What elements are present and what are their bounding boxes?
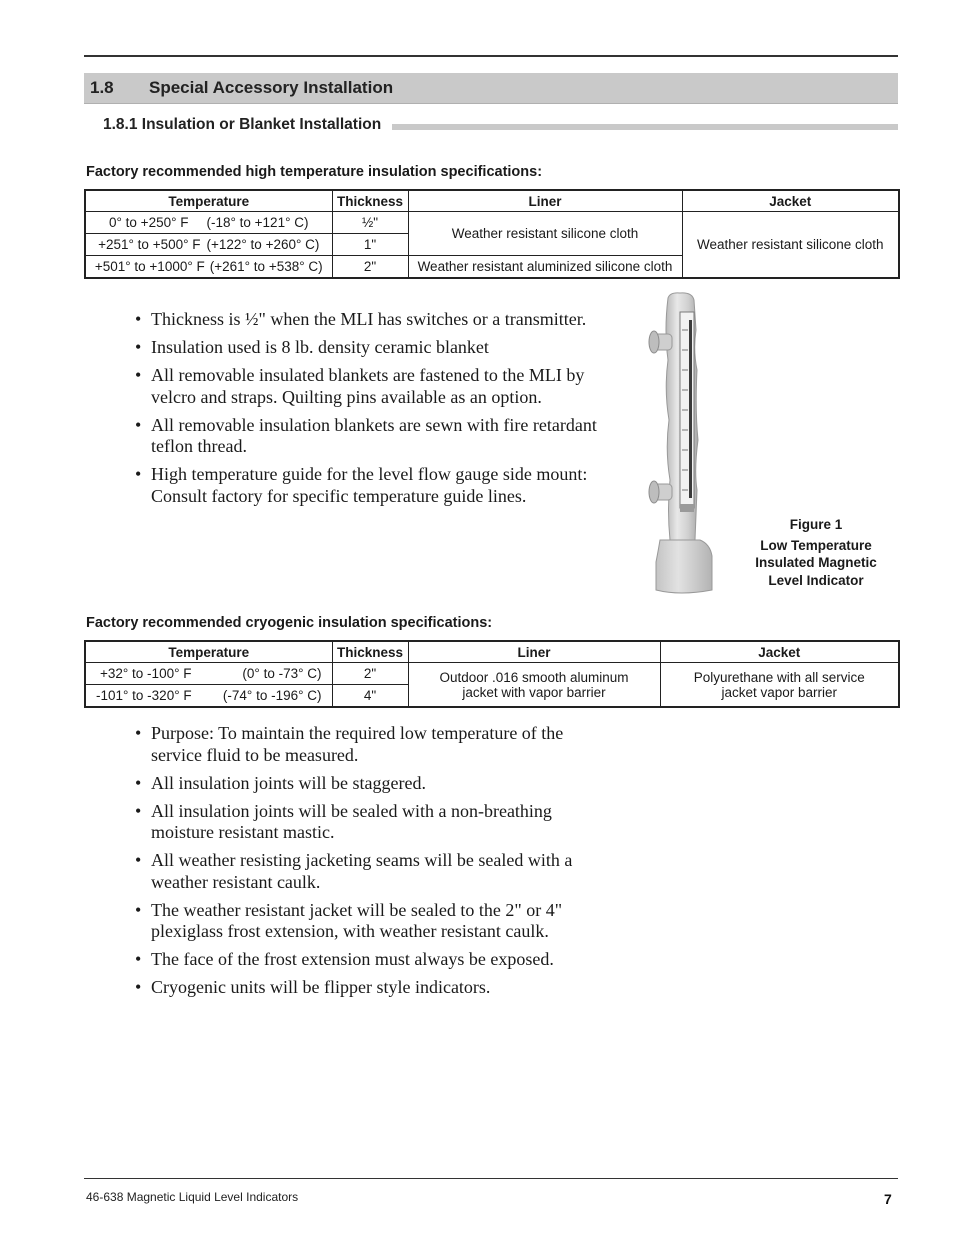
list-item: • Insulation used is 8 lb. density ceramic blanket xyxy=(135,337,605,359)
header-jacket: Jacket xyxy=(660,641,899,663)
cryo-table xyxy=(84,640,900,708)
figure-image xyxy=(640,290,730,595)
high-temp-bullet-list xyxy=(135,309,605,514)
thickness-cell: 2" xyxy=(332,663,408,685)
list-item: • All removable insulation blankets are sewn with fire retardant teflon thread. xyxy=(135,415,605,458)
header-temperature: Temperature xyxy=(85,641,332,663)
thickness-cell: ½" xyxy=(332,212,408,234)
jacket-cell: Weather resistant silicone cloth xyxy=(682,212,899,279)
page-number: 7 xyxy=(884,1191,892,1207)
liner-cell: Weather resistant silicone cloth xyxy=(408,212,682,256)
list-item: • Purpose: To maintain the required low temperature of the service fluid to be measured. xyxy=(135,723,585,766)
temp-fahrenheit: 0° to +250° F xyxy=(109,215,189,230)
subsection-header xyxy=(103,115,898,135)
section-header xyxy=(84,73,898,104)
temp-fahrenheit: +32° to -100° F xyxy=(100,666,192,681)
section-title: Special Accessory Installation xyxy=(149,78,394,97)
temperature-cell xyxy=(85,212,332,234)
top-rule xyxy=(84,55,898,57)
header-liner: Liner xyxy=(408,641,660,663)
cryo-bullet-list xyxy=(135,723,585,1005)
footer-document-title: 46-638 Magnetic Liquid Level Indicators xyxy=(86,1190,299,1204)
temp-celsius: (-74° to -196° C) xyxy=(222,688,322,703)
figure-caption-text: Low Temperature Insulated Magnetic Level Indicator xyxy=(755,537,877,588)
header-thickness: Thickness xyxy=(332,641,408,663)
temperature-cell xyxy=(85,256,332,279)
header-temperature: Temperature xyxy=(85,190,332,212)
list-item: • All weather resisting jacketing seams will be sealed with a weather resistant caulk. xyxy=(135,850,585,893)
list-item: • Thickness is ½" when the MLI has switches or a transmitter. xyxy=(135,309,605,331)
liner-cell: Outdoor .016 smooth aluminum jacket with vapor barrier xyxy=(408,663,660,708)
thickness-cell: 1" xyxy=(332,234,408,256)
temp-fahrenheit: +251° to +500° F xyxy=(98,237,201,252)
temp-celsius: (+261° to +538° C) xyxy=(209,259,323,274)
temp-celsius: (0° to -73° C) xyxy=(242,666,322,681)
list-item: • The face of the frost extension must always be exposed. xyxy=(135,949,585,971)
figure-caption xyxy=(740,516,892,589)
temp-celsius: (+122° to +260° C) xyxy=(206,237,320,252)
header-jacket: Jacket xyxy=(682,190,899,212)
high-temp-table xyxy=(84,189,900,279)
section-number: 1.8 xyxy=(90,78,114,97)
subsection-rule xyxy=(392,124,898,130)
list-item: • All removable insulated blankets are fastened to the MLI by velcro and straps. Quilting pins available as an option. xyxy=(135,365,605,408)
subsection-title: 1.8.1 Insulation or Blanket Installation xyxy=(103,116,382,133)
table-header-row xyxy=(85,641,899,663)
list-item: • Cryogenic units will be flipper style indicators. xyxy=(135,977,585,999)
thickness-cell: 2" xyxy=(332,256,408,279)
temp-fahrenheit: -101° to -320° F xyxy=(96,688,192,703)
temp-fahrenheit: +501° to +1000° F xyxy=(94,259,205,274)
temperature-cell xyxy=(85,685,332,708)
list-item: • The weather resistant jacket will be sealed to the 2" or 4" plexiglass frost extension, with weather resistant caulk. xyxy=(135,900,585,943)
temperature-cell xyxy=(85,663,332,685)
temp-celsius: (-18° to +121° C) xyxy=(206,215,309,230)
header-thickness: Thickness xyxy=(332,190,408,212)
header-liner: Liner xyxy=(408,190,682,212)
jacket-cell: Polyurethane with all service jacket vapor barrier xyxy=(660,663,899,708)
level-indicator-illustration xyxy=(640,290,730,595)
thickness-cell: 4" xyxy=(332,685,408,708)
table-row xyxy=(85,663,899,685)
liner-cell: Weather resistant aluminized silicone cloth xyxy=(408,256,682,279)
list-item: • High temperature guide for the level flow gauge side mount: Consult factory for specific temperature guide lines. xyxy=(135,464,605,507)
high-temp-table-title: Factory recommended high temperature insulation specifications: xyxy=(86,164,543,180)
temperature-cell xyxy=(85,234,332,256)
cryo-table-title: Factory recommended cryogenic insulation specifications: xyxy=(86,615,493,631)
list-item: • All insulation joints will be staggered. xyxy=(135,773,585,795)
footer-rule xyxy=(84,1178,898,1179)
table-header-row xyxy=(85,190,899,212)
table-row xyxy=(85,212,899,234)
list-item: • All insulation joints will be sealed with a non-breathing moisture resistant mastic. xyxy=(135,801,585,844)
figure-label: Figure 1 xyxy=(789,517,843,532)
